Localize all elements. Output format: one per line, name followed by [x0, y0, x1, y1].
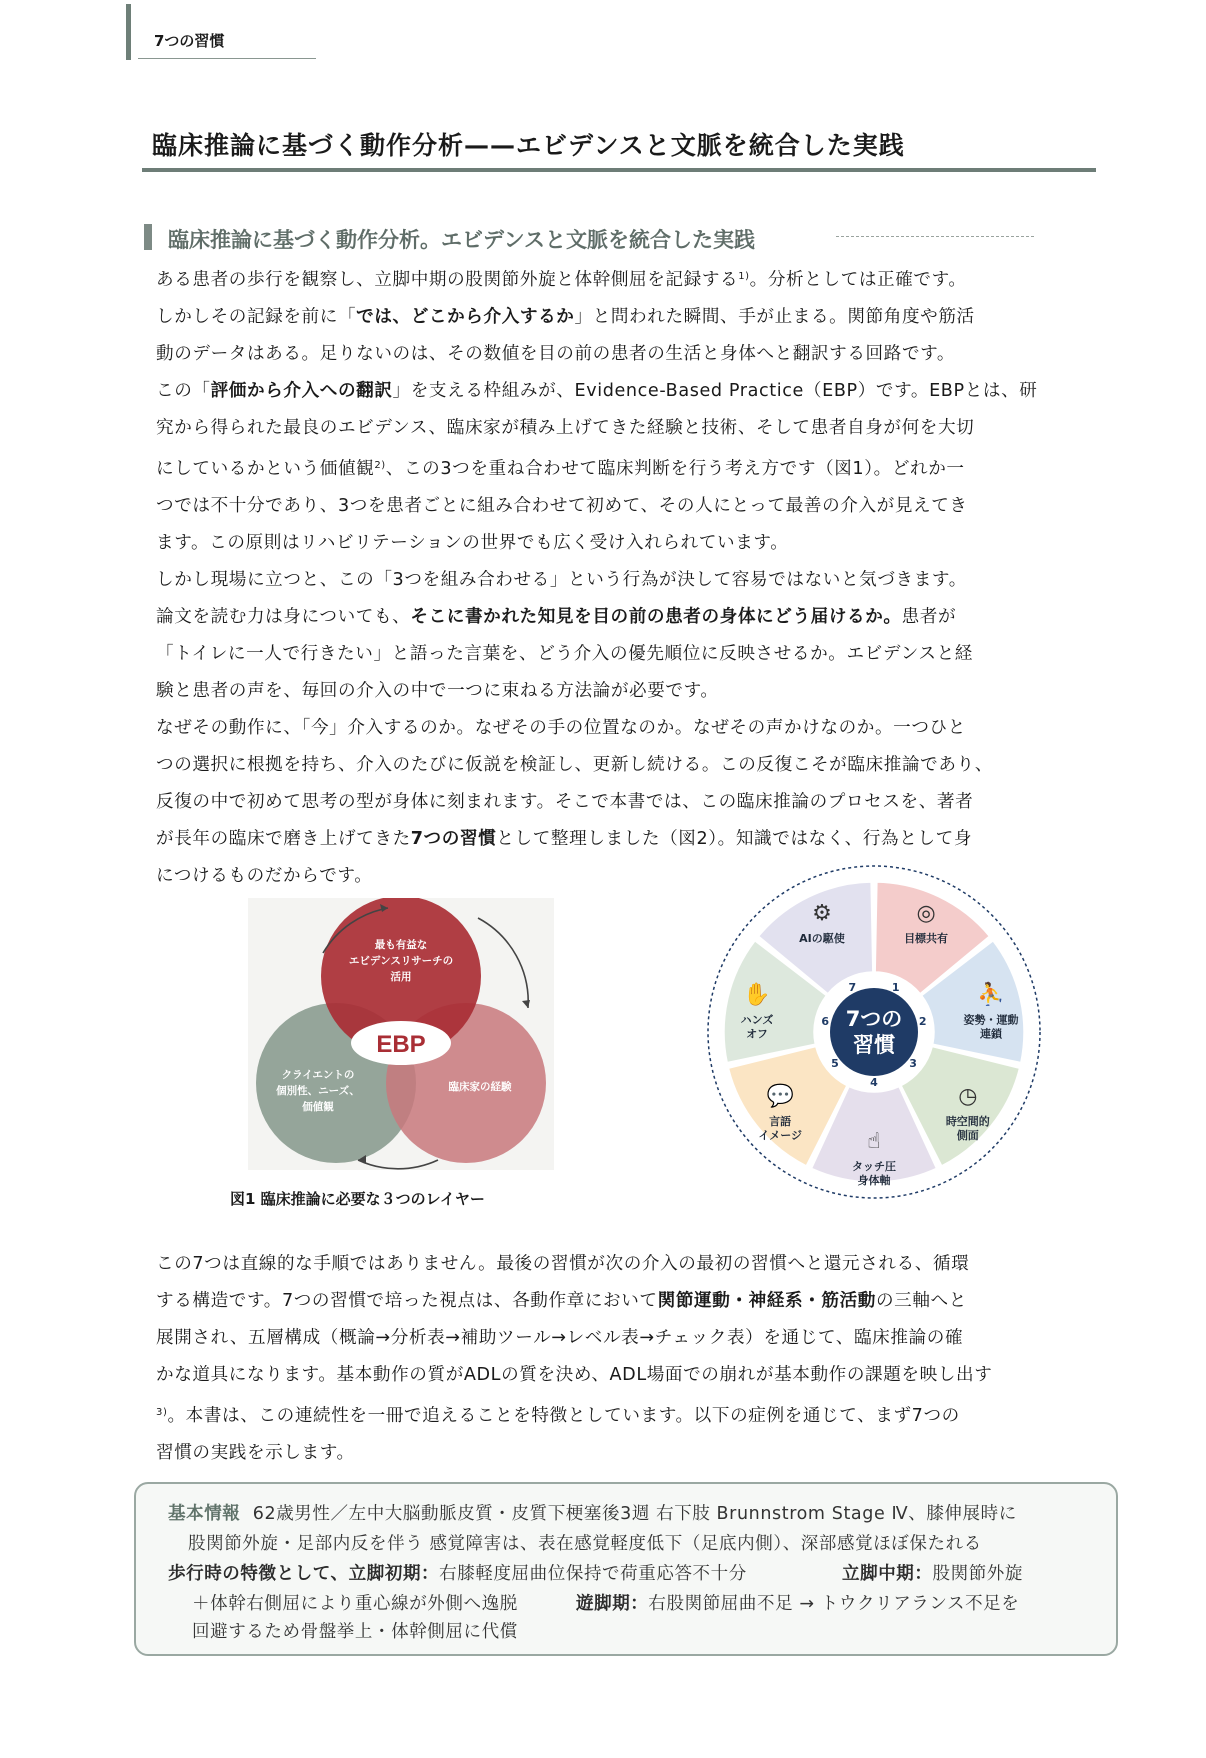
- swing-label: 遊脚期：: [576, 1594, 649, 1614]
- evidence-label-2: エビデンスリサーチの: [348, 955, 454, 967]
- body-text-2: [156, 1246, 1086, 1472]
- running-head-rule: [138, 58, 316, 59]
- body-text-1: [156, 258, 1086, 895]
- habit-label: タッチ圧: [852, 1160, 896, 1173]
- reference-mark: 3): [156, 1407, 168, 1418]
- body-line: $^{3)}$。本書は、この連続性を一冊で追えることを特徴としています。以下の症例を通じて、まず7つの: [156, 1406, 960, 1426]
- ebp-venn-diagram: [248, 898, 554, 1170]
- emphasis: そこに書かれた知見を目の前の患者の身体にどう届けるか。: [410, 607, 902, 627]
- speech-icon: 💬: [766, 1083, 794, 1109]
- emphasis: 7つの習慣: [410, 829, 497, 849]
- body-line: する構造です。7つの習慣で培った視点は、各動作章において関節運動・神経系・筋活動の三軸へと: [156, 1291, 967, 1311]
- body-line: ます。この原則はリハビリテーションの世界でも広く受け入れられています。: [156, 533, 789, 553]
- target-icon: ◎: [916, 900, 936, 926]
- reference-mark: 2): [374, 460, 386, 471]
- case-info-box: [134, 1482, 1118, 1656]
- center-badge: [830, 988, 918, 1076]
- client-label-2: 個別性、ニーズ、: [276, 1085, 360, 1097]
- ai-icon: ⚙: [812, 900, 832, 926]
- section-dashed-rule: [836, 236, 1034, 237]
- running-head: [126, 0, 316, 62]
- habit-label: ハンズ: [740, 1013, 774, 1027]
- body-line: この「評価から介入への翻訳」を支える枠組みが、Evidence-Based Practice（EBP）です。EBPとは、研: [156, 381, 1038, 401]
- habit-number: 7: [848, 980, 857, 994]
- running-head-text: 7つの習慣: [154, 32, 225, 50]
- body-line: つの選択に根拠を持ち、介入のたびに仮説を検証し、更新し続ける。この反復こそが臨床推論であり、: [156, 755, 993, 775]
- clock-icon: ◷: [958, 1083, 978, 1109]
- body-line: かな道具になります。基本動作の質がADLの質を決め、ADL場面での崩れが基本動作の課題を映し出す: [156, 1365, 993, 1385]
- section-title: 臨床推論に基づく動作分析。エビデンスと文脈を統合した実践: [168, 228, 755, 252]
- body-line: 「トイレに一人で行きたい」と語った言葉を、どう介入の優先順位に反映させるか。エビデンスと経: [156, 644, 973, 664]
- habit-label-line2: 身体軸: [857, 1174, 891, 1187]
- habit-number: 1: [891, 980, 900, 994]
- clinician-label: 臨床家の経験: [448, 1081, 512, 1093]
- habit-label-line2: オフ: [746, 1027, 768, 1041]
- habit-label: 姿勢・運動: [963, 1013, 1019, 1027]
- client-label-3: 価値観: [302, 1101, 334, 1113]
- body-line: 究から得られた最良のエビデンス、臨床家が積み上げてきた経験と技術、そして患者自身が何を大切: [156, 418, 975, 438]
- body-line: が長年の臨床で磨き上げてきた7つの習慣として整理しました（図2）。知識ではなく、行為として身: [156, 829, 973, 849]
- emphasis: 関節運動・神経系・筋活動: [657, 1291, 876, 1311]
- info-line-3b: 立脚中期：股関節外旋: [842, 1564, 1023, 1584]
- info-line-2: 股関節外旋・足部内反を伴う 感覚障害は、表在感覚軽度低下（足底内側）、深部感覚ほぼ保たれる: [188, 1534, 982, 1554]
- body-line: しかし現場に立つと、この「3つを組み合わせる」という行為が決して容易ではないと気づきます。: [156, 570, 967, 590]
- habit-number: 6: [821, 1014, 830, 1028]
- habit-number: 2: [918, 1014, 927, 1028]
- info-line-4: ＋体幹右側屈により重心線が外側へ逸脱: [192, 1594, 518, 1614]
- habit-label: 時空間的: [945, 1114, 990, 1128]
- center-label-2: 習慣: [853, 1033, 895, 1057]
- emphasis: 評価から介入への翻訳: [210, 381, 393, 401]
- info-line-3: 歩行時の特徴として、立脚初期：右膝軽度屈曲位保持で荷重応答不十分: [168, 1564, 747, 1584]
- body-line: 展開され、五層構成（概論→分析表→補助ツール→レベル表→チェック表）を通じて、臨床推論の確: [156, 1328, 964, 1348]
- ebp-label: EBP: [376, 1031, 426, 1058]
- section-marker: [144, 224, 152, 250]
- body-line: 動のデータはある。足りないのは、その数値を目の前の患者の生活と身体へと翻訳する回路です。: [156, 344, 956, 364]
- touch-icon: ☝: [867, 1129, 881, 1154]
- evidence-label-3: 活用: [390, 971, 412, 983]
- body-line: この7つは直線的な手順ではありません。最後の習慣が次の介入の最初の習慣へと還元される、循環: [156, 1254, 970, 1274]
- gait-label: 歩行時の特徴として、: [168, 1564, 349, 1584]
- initial-stance-label: 立脚初期：: [348, 1564, 440, 1584]
- body-line: しかしその記録を前に「では、どこから介入するか」と問われた瞬間、手が止まる。関節角度や筋活: [156, 307, 975, 327]
- info-line-5: 回避するため骨盤挙上・体幹側屈に代償: [192, 1622, 518, 1642]
- body-line: なぜその動作に、「今」介入するのか。なぜその手の位置なのか。なぜその声かけなのか。一つひと: [156, 718, 966, 738]
- evidence-label-1: 最も有益な: [374, 939, 428, 951]
- running-head-bar: [126, 4, 131, 60]
- habit-label-line2: イメージ: [758, 1128, 803, 1142]
- center-label-1: 7つの: [845, 1007, 903, 1031]
- body-line: 反復の中で初めて思考の型が身体に刻まれます。そこで本書では、この臨床推論のプロセスを、著者: [156, 792, 974, 812]
- body-line: つでは不十分であり、3つを患者ごとに組み合わせて初めて、その人にとって最善の介入が見えてき: [156, 496, 968, 516]
- habit-number: 5: [831, 1057, 839, 1071]
- habit-label-line2: 側面: [956, 1128, 979, 1142]
- habit-label: AIの駆使: [799, 931, 845, 945]
- info-line-1: 基本情報 62歳男性／左中大脳動脈皮質・皮質下梗塞後3週 右下肢 Brunnstrom Stage Ⅳ、膝伸展時に: [168, 1504, 1017, 1524]
- habit-label: 目標共有: [904, 931, 949, 945]
- client-label-1: クライエントの: [281, 1069, 355, 1081]
- body-line: 論文を読む力は身についても、そこに書かれた知見を目の前の患者の身体にどう届けるか。患者が: [156, 607, 957, 627]
- habit-label: 言語: [769, 1114, 792, 1128]
- figure-1-caption: 図1 臨床推論に必要な３つのレイヤー: [230, 1190, 485, 1208]
- body-line: 験と患者の声を、毎回の介入の中で一つに束ねる方法論が必要です。: [156, 681, 719, 701]
- title-underline: [142, 168, 1096, 172]
- page-title: 臨床推論に基づく動作分析——エビデンスと文脈を統合した実践: [152, 131, 905, 160]
- reference-mark: 1): [738, 271, 750, 282]
- habit-label-line2: 連鎖: [979, 1027, 1002, 1041]
- body-line: 習慣の実践を示します。: [156, 1443, 355, 1463]
- mid-stance-label: 立脚中期：: [842, 1564, 933, 1584]
- hand-icon: ✋: [743, 982, 771, 1008]
- info-line-4b: 遊脚期：右股関節屈曲不足 → トウクリアランス不足を: [576, 1594, 1020, 1614]
- seven-habits-wheel: [700, 858, 1048, 1206]
- habit-number: 3: [909, 1057, 917, 1071]
- body-line: につけるものだからです。: [156, 866, 373, 886]
- body-line: にしているかという価値観$^{2)}$、この3つを重ね合わせて臨床判断を行う考え方です（図1）。どれか一: [156, 459, 965, 479]
- habit-number: 4: [870, 1076, 878, 1089]
- stairs-icon: ⛹: [977, 982, 1005, 1008]
- emphasis: では、どこから介入するか: [356, 307, 575, 327]
- body-line: ある患者の歩行を観察し、立脚中期の股関節外旋と体幹側屈を記録する$^{1)}$。分析としては正確です。: [156, 270, 967, 290]
- basic-info-label: 基本情報: [168, 1504, 241, 1524]
